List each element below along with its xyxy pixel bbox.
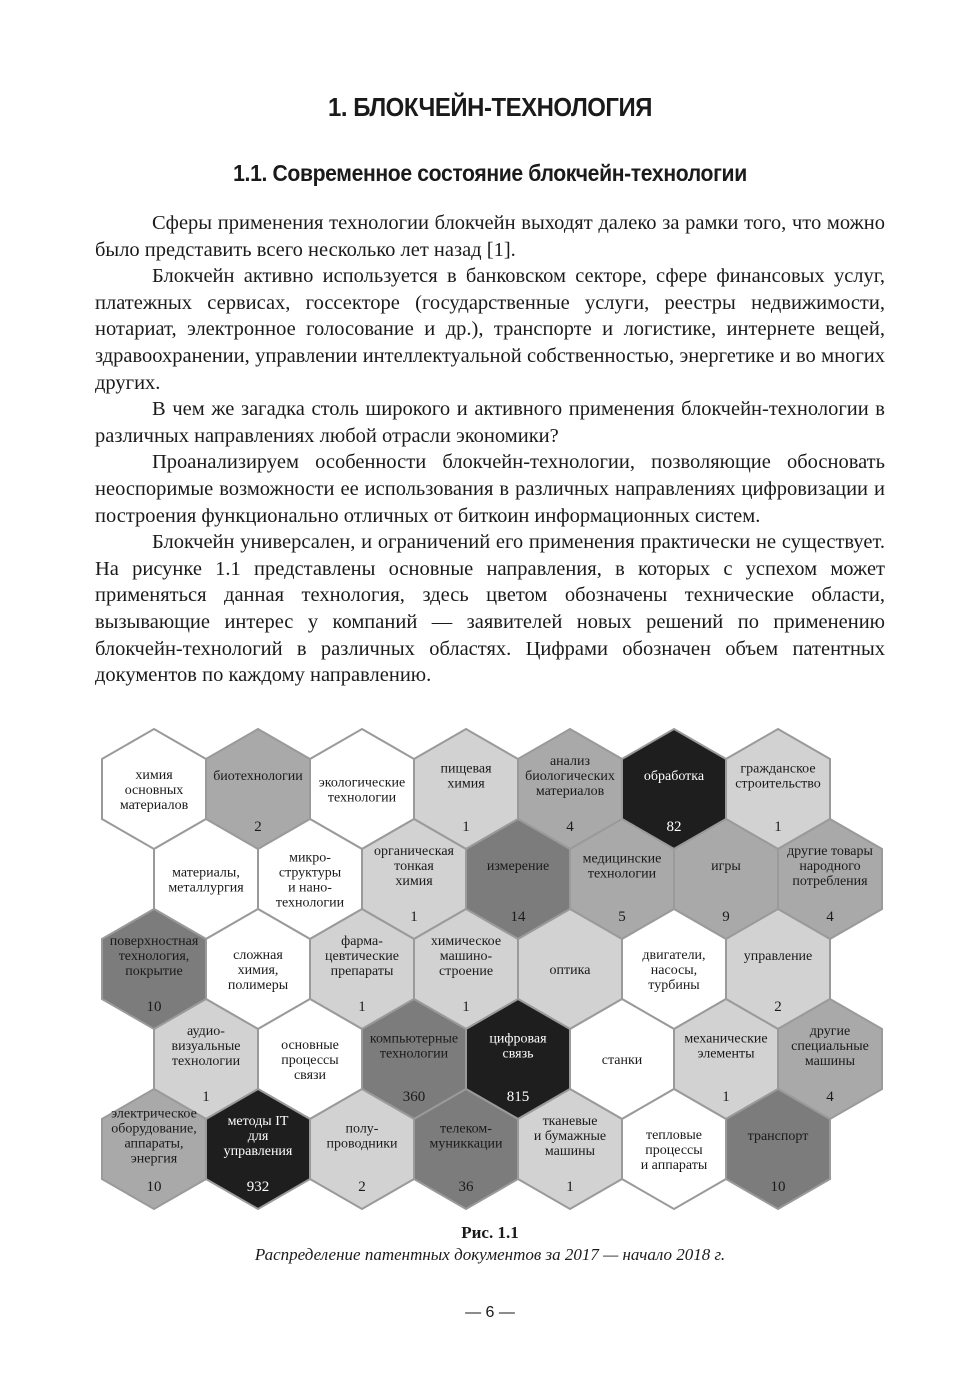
hex-label-line: машино- <box>439 949 493 964</box>
hex-label-line: металлургия <box>168 880 244 896</box>
hex-label-line: компьютерные <box>369 1031 459 1047</box>
hex-label-line: полимеры <box>227 978 289 993</box>
chapter-title: 1. БЛОКЧЕЙН-ТЕХНОЛОГИЯ <box>327 92 652 122</box>
hex-label-line: для <box>247 1129 269 1144</box>
hex-label-line: материалов <box>535 784 605 799</box>
hex-label <box>711 859 741 874</box>
hex-label-line: медицинские <box>582 851 662 867</box>
hex-label <box>583 852 662 882</box>
hex-count: 36 <box>458 1179 474 1195</box>
hex-label <box>550 963 592 978</box>
hex-count: 14 <box>510 909 526 925</box>
hexagon-grid <box>100 727 884 1217</box>
hex-label-line: тканевые <box>542 1114 598 1129</box>
hex-label-line: анализ <box>549 754 591 769</box>
hex-label-line: экологические <box>318 775 406 791</box>
hex-label-line: технологии <box>327 790 397 806</box>
hex-label-line: пищевая <box>440 761 492 777</box>
hex-count: 2 <box>774 999 782 1015</box>
hex-label <box>787 844 873 889</box>
hex-label-line: и бумажные <box>533 1129 607 1144</box>
hex-label-line: тепловые <box>645 1128 703 1143</box>
hex-label-line: измерение <box>486 859 550 874</box>
hex-label <box>642 948 705 993</box>
hex-label <box>440 762 492 792</box>
hex-label-line: другие <box>809 1024 851 1039</box>
paragraph: Блокчейн активно используется в банковском секторе, сфере финансовых услуг, платежных сервисах, госсекторе (государственные услуги, реестры недвижимости, нотариат, электронное голосование и др.), транспорте и логистике, интернете вещей, здравоохранении, управлении интеллектуальной собственностью, энергетике и во многих других. <box>95 265 885 394</box>
paragraph: Блокчейн универсален, и ограничений его применения практически не существует. На рисунке 1.1 представлены основные направления, в которых с успехом может применяться данная технология, здесь цветом обозначены технические области, вызывающие интерес у компаний — заявителей новых решений по применению блокчейн-технологий в различных областях. Цифрами обозначен объем патентных документов по каждому направлению. <box>95 531 885 687</box>
hex-label-line: покрытие <box>125 964 183 979</box>
hex-label-line: цифровая <box>489 1031 547 1047</box>
hex-label <box>744 949 813 964</box>
hex-label <box>319 776 405 806</box>
hex-count: 10 <box>146 999 162 1015</box>
hex-label-line: связь <box>502 1046 534 1062</box>
hex-label-line: технологии <box>171 1054 241 1069</box>
hex-count: 1 <box>566 1179 574 1195</box>
hex-count: 932 <box>246 1179 270 1195</box>
hex-label-line: специальные <box>791 1039 869 1054</box>
hex-label-line: технология, <box>118 949 190 964</box>
hex-label-line: муниккации <box>429 1136 503 1152</box>
hex-label-line: аппараты, <box>124 1136 184 1152</box>
hex-label-line: народного <box>799 859 861 874</box>
hex-label-line: связи <box>293 1068 327 1083</box>
hex-label-line: сложная <box>233 948 283 963</box>
hex-label-line: управления <box>223 1144 293 1159</box>
hex-label-line: станки <box>601 1053 643 1068</box>
page-number: — 6 — <box>465 1304 515 1321</box>
hex-label-line: химия <box>447 776 485 792</box>
figure-label: Рис. 1.1 <box>461 1223 519 1242</box>
hex-cell <box>102 1089 206 1209</box>
hex-label-line: структуры <box>278 865 342 881</box>
hex-label-line: игры <box>711 859 741 874</box>
hex-label <box>641 1128 708 1173</box>
hex-count: 82 <box>666 819 682 835</box>
hex-label-line: методы IT <box>227 1114 289 1129</box>
figure-caption <box>0 1222 980 1266</box>
hex-label-line: материалов <box>119 798 189 813</box>
hex-label-line: телеком- <box>440 1121 492 1137</box>
hex-label-line: машины <box>544 1144 596 1159</box>
hex-label-line: тонкая <box>394 859 434 874</box>
hex-label-line: биологических <box>525 769 615 784</box>
hex-label <box>748 1129 809 1144</box>
hex-label-line: элементы <box>697 1046 755 1062</box>
hex-label-line: препараты <box>330 964 394 979</box>
hex-label-line: технологии <box>379 1046 449 1062</box>
hex-count: 360 <box>402 1089 426 1105</box>
hex-label-line: турбины <box>648 978 700 993</box>
hex-label-line: и нано- <box>288 880 332 896</box>
hex-label-line: проводники <box>326 1136 398 1152</box>
hex-label-line: технологии <box>275 895 345 911</box>
hexagon-figure <box>100 727 884 1217</box>
hex-label <box>644 769 705 784</box>
hex-count: 1 <box>202 1089 210 1105</box>
hex-label-line: электрическое <box>111 1106 197 1122</box>
hex-label-line: оборудование, <box>111 1121 197 1137</box>
hex-label-line: биотехнологии <box>213 769 303 784</box>
hex-label-line: двигатели, <box>642 948 706 963</box>
paragraph: Проанализируем особенности блокчейн-технологии, позволяющие обосновать неоспоримые возможности ее использования в различных направлениях цифровизации и построения функционально отличных от биткоин информационных систем. <box>95 451 885 527</box>
hex-label-line: материалы, <box>172 865 240 881</box>
hex-label-line: химия <box>395 874 433 889</box>
hex-label-line: аудио- <box>187 1024 225 1039</box>
hex-count: 1 <box>462 999 470 1015</box>
hex-label-line: строительство <box>735 776 821 792</box>
hex-label-line: транспорт <box>747 1129 809 1144</box>
hex-count: 4 <box>566 819 574 835</box>
hex-label-line: гражданское <box>740 761 816 777</box>
hex-label-line: поверхностная <box>109 934 199 949</box>
hex-label-line: энергия <box>130 1151 178 1167</box>
hex-count: 10 <box>146 1179 162 1195</box>
hex-label-line: строение <box>438 964 494 979</box>
hex-count: 1 <box>722 1089 730 1105</box>
hex-label-line: оптика <box>549 963 591 978</box>
hex-label-line: химия, <box>237 963 279 978</box>
hex-count: 2 <box>358 1179 366 1195</box>
hex-label-line: фарма- <box>341 934 383 949</box>
paragraph: В чем же загадка столь широкого и активного применения блокчейн-технологии в различных направлениях любой отрасли экономики? <box>95 398 885 447</box>
hex-count: 1 <box>358 999 366 1015</box>
hex-label-line: управление <box>743 949 813 964</box>
hex-label-line: процессы <box>645 1143 703 1158</box>
hex-count: 5 <box>618 909 626 925</box>
hex-label-line: химия <box>135 768 173 783</box>
section-title: 1.1. Современное состояние блокчейн-технологии <box>233 160 747 186</box>
hex-label-line: другие товары <box>787 844 873 859</box>
hex-count: 815 <box>506 1089 530 1105</box>
hex-label <box>168 866 244 896</box>
hex-label <box>602 1053 643 1068</box>
hex-label <box>213 769 303 784</box>
hex-count: 1 <box>410 909 418 925</box>
hex-label <box>487 859 549 874</box>
hex-label-line: микро- <box>289 850 331 866</box>
hex-label-line: химическое <box>430 934 502 949</box>
hex-count: 4 <box>826 909 834 925</box>
figure-description: Распределение патентных документов за 2017 — начало 2018 г. <box>254 1245 726 1264</box>
hex-count: 2 <box>254 819 262 835</box>
hex-count: 4 <box>826 1089 834 1105</box>
hex-label <box>430 1122 503 1152</box>
hex-label-line: визуальные <box>171 1039 241 1054</box>
hex-count: 9 <box>722 909 730 925</box>
hex-label-line: насосы, <box>650 963 698 978</box>
hex-count: 1 <box>774 819 782 835</box>
hex-label <box>735 762 821 792</box>
hex-label-line: основные <box>281 1038 339 1053</box>
hex-label-line: потребления <box>792 874 868 889</box>
hex-count: 1 <box>462 819 470 835</box>
hex-label-line: механические <box>684 1031 768 1047</box>
hex-label-line: основных <box>124 783 184 798</box>
hex-label-line: технологии <box>587 866 657 882</box>
hex-label-line: органическая <box>373 844 455 859</box>
hex-label-line: машины <box>804 1054 856 1069</box>
body-text <box>95 210 885 689</box>
hex-label-line: процессы <box>281 1053 339 1068</box>
hex-count: 10 <box>770 1179 786 1195</box>
hex-label-line: цевтические <box>325 949 399 964</box>
hex-label <box>431 934 501 979</box>
hex-label-line: и аппараты <box>640 1158 708 1173</box>
paragraph: Сферы применения технологии блокчейн выходят далеко за рамки того, что можно было представить всего несколько лет назад [1]. <box>95 212 885 261</box>
hex-label-line: обработка <box>643 769 705 784</box>
hex-label <box>370 1032 458 1062</box>
hex-label-line: полу- <box>345 1121 379 1137</box>
